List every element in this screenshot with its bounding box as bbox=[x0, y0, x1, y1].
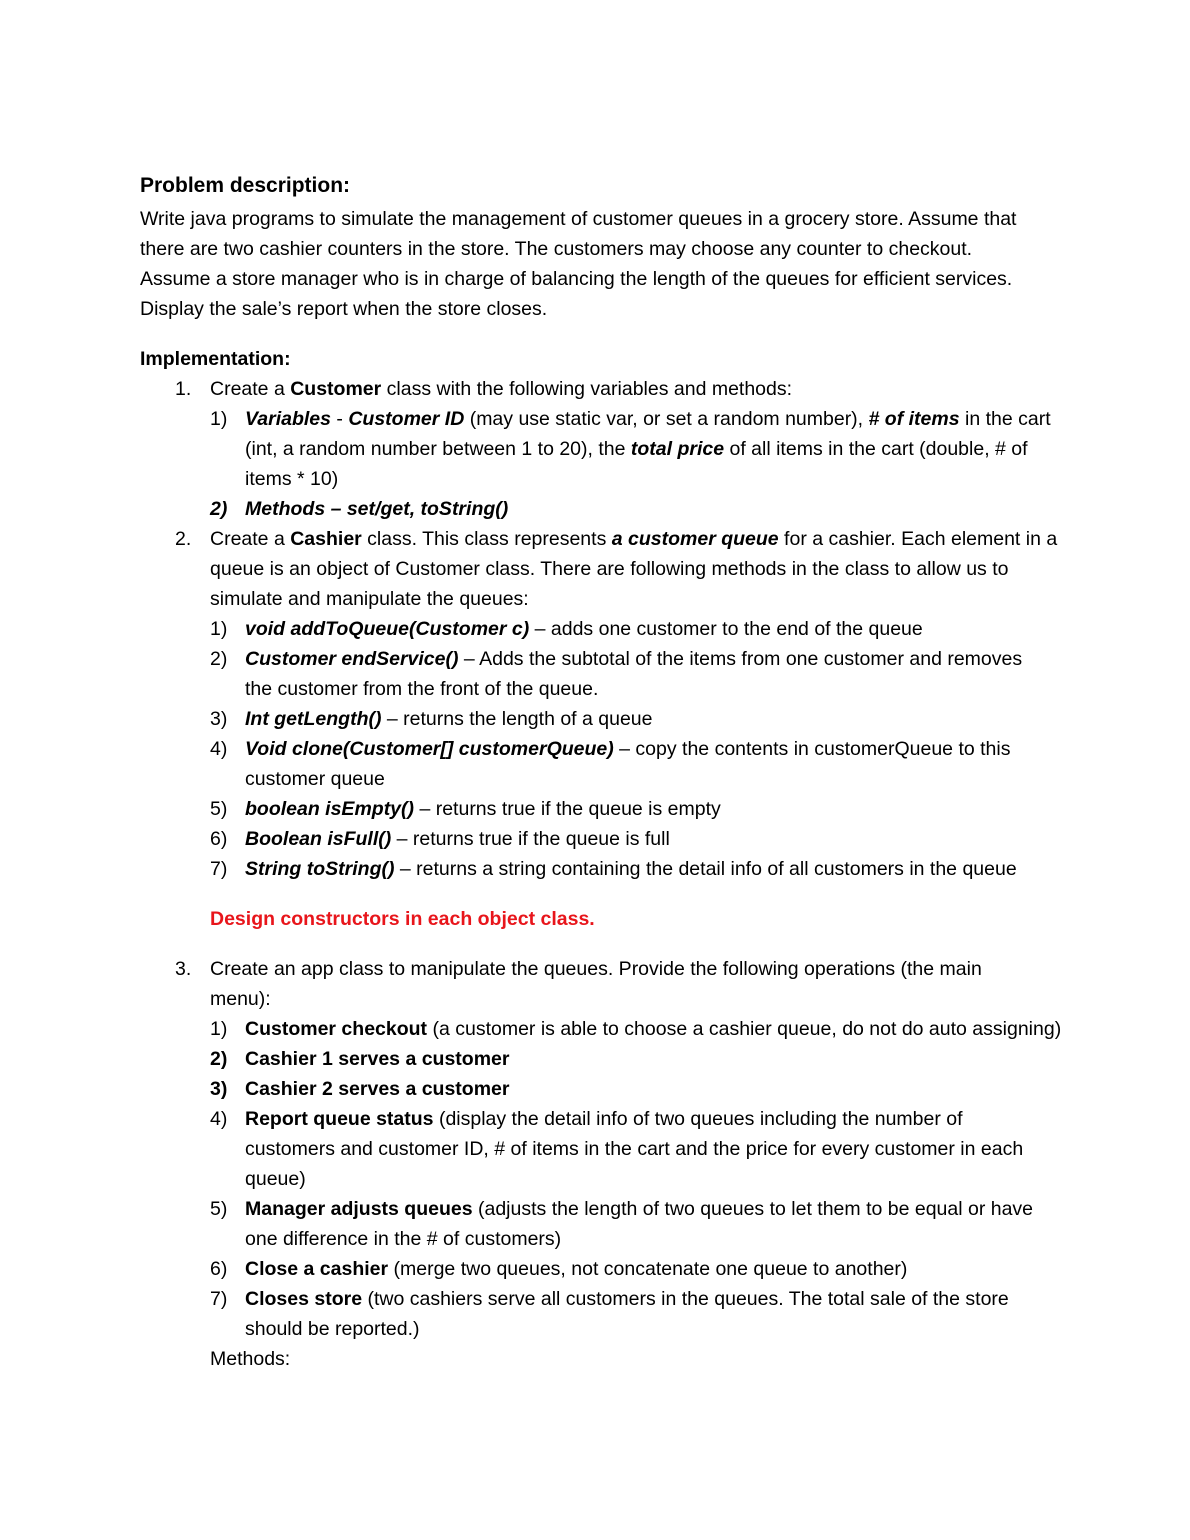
sub-number: 7) bbox=[210, 858, 228, 880]
operation-item: Cashier 1 serves a customer bbox=[245, 1048, 510, 1070]
sub-number: 7) bbox=[210, 1288, 228, 1310]
list-number: 1. bbox=[175, 378, 192, 400]
sub-number: 5) bbox=[210, 1198, 228, 1220]
sub-number: 1) bbox=[210, 408, 228, 430]
problem-heading: Problem description: bbox=[140, 174, 351, 197]
sub-item-methods: Methods – set/get, toString() bbox=[245, 498, 509, 520]
operation-item: Manager adjusts queues (adjusts the length of two queues to let them to be equal or have one difference in the # of customers) bbox=[245, 1198, 1034, 1250]
sub-number: 2) bbox=[210, 498, 228, 520]
sub-number: 6) bbox=[210, 828, 228, 850]
method-item: Int getLength() – returns the length of a queue bbox=[245, 708, 653, 730]
intro-paragraph bbox=[140, 204, 1060, 324]
sub-number: 1) bbox=[210, 618, 228, 640]
design-note: Design constructors in each object class. bbox=[210, 908, 595, 930]
list-item: Create a Cashier class. This class represents a customer queue for a cashier. Each element in a queue is an object of Customer class. There are following methods in the class to allow us to simulate and manipulate the queues: bbox=[210, 528, 1058, 610]
method-item: Boolean isFull() – returns true if the queue is full bbox=[245, 828, 670, 850]
sub-number: 3) bbox=[210, 708, 228, 730]
methods-label: Methods: bbox=[210, 1348, 291, 1370]
operation-item: Customer checkout (a customer is able to choose a cashier queue, do not do auto assigning) bbox=[245, 1018, 1062, 1040]
implementation-heading: Implementation: bbox=[140, 348, 291, 370]
sub-number: 6) bbox=[210, 1258, 228, 1280]
list-item: Create an app class to manipulate the queues. Provide the following operations (the main menu): bbox=[210, 958, 982, 1010]
sub-number: 4) bbox=[210, 738, 228, 760]
list-number: 2. bbox=[175, 528, 192, 550]
method-item: Customer endService() – Adds the subtotal of the items from one customer and removes the customer from the front of the queue. bbox=[245, 648, 1023, 700]
method-item: Void clone(Customer[] customerQueue) – copy the contents in customerQueue to this customer queue bbox=[245, 738, 1011, 790]
operation-item: Close a cashier (merge two queues, not concatenate one queue to another) bbox=[245, 1258, 908, 1280]
method-item: boolean isEmpty() – returns true if the queue is empty bbox=[245, 798, 721, 820]
sub-number: 4) bbox=[210, 1108, 228, 1130]
operation-item: Closes store (two cashiers serve all customers in the queues. The total sale of the store should be reported.) bbox=[245, 1288, 1009, 1340]
sub-item-variables: Variables - Customer ID (may use static var, or set a random number), # of items in the cart (int, a random number between 1 to 20), the total price of all items in the cart (double, # of items * 10) bbox=[245, 408, 1051, 490]
sub-number: 1) bbox=[210, 1018, 228, 1040]
sub-number: 2) bbox=[210, 648, 228, 670]
sub-number: 3) bbox=[210, 1078, 228, 1100]
sub-number: 5) bbox=[210, 798, 228, 820]
intro-line: Write java programs to simulate the management of customer queues in a grocery store. Assume that bbox=[140, 208, 1017, 230]
intro-line: Assume a store manager who is in charge of balancing the length of the queues for efficient services. bbox=[140, 268, 1013, 290]
method-item: String toString() – returns a string containing the detail info of all customers in the queue bbox=[245, 858, 1017, 880]
intro-line: there are two cashier counters in the store. The customers may choose any counter to checkout. bbox=[140, 238, 973, 260]
intro-line: Display the sale’s report when the store closes. bbox=[140, 298, 548, 320]
operation-item: Report queue status (display the detail info of two queues including the number of customers and customer ID, # of items in the cart and the price for every customer in each queue) bbox=[245, 1108, 1024, 1190]
list-item: Create a Customer class with the following variables and methods: bbox=[210, 378, 793, 400]
sub-number: 2) bbox=[210, 1048, 228, 1070]
list-number: 3. bbox=[175, 958, 192, 980]
method-item: void addToQueue(Customer c) – adds one customer to the end of the queue bbox=[245, 618, 923, 640]
operation-item: Cashier 2 serves a customer bbox=[245, 1078, 510, 1100]
